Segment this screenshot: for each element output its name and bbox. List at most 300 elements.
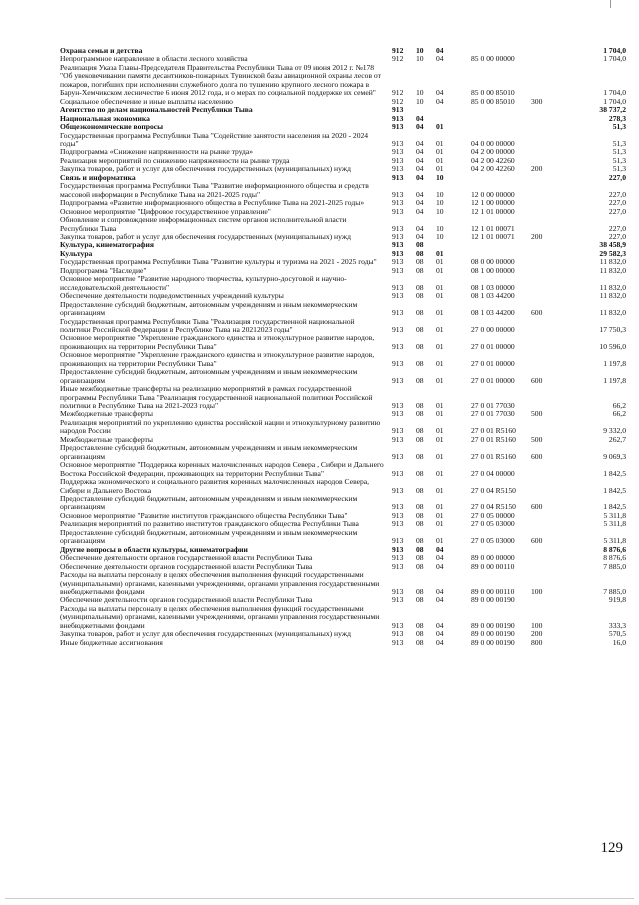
row-podrazdel: 04 — [436, 46, 444, 55]
row-name: Закупка товаров, работ и услуг для обеспечения государственных (муниципальных) нужд — [60, 629, 351, 639]
table-row — [60, 301, 626, 318]
row-razdel: 10 — [416, 54, 424, 64]
row-podrazdel: 10 — [436, 223, 444, 233]
row-grbs: 913 — [392, 544, 404, 554]
row-name: Поддержка экономического и социального развития коренных малочисленных народов Севера, Сибири и Дальнего Востока — [60, 477, 370, 495]
row-grbs: 913 — [392, 105, 404, 115]
row-grbs: 913 — [392, 122, 404, 132]
row-grbs: 913 — [392, 164, 404, 174]
row-podrazdel: 04 — [436, 553, 444, 563]
row-sum: 1 704,0 — [603, 46, 626, 55]
row-target-article: 08 1 03 00000 — [471, 282, 515, 292]
row-grbs: 913 — [392, 587, 404, 596]
row-sum: 1 704,0 — [603, 96, 626, 106]
row-podrazdel: 10 — [436, 231, 444, 241]
row-podrazdel: 01 — [436, 375, 444, 385]
row-sum: 9 332,0 — [603, 426, 626, 436]
row-sum: 10 596,0 — [599, 341, 626, 351]
row-razdel: 08 — [416, 248, 424, 258]
row-razdel: 08 — [416, 257, 424, 267]
row-sum: 11 832,0 — [599, 265, 626, 275]
row-sum: 5 311,8 — [603, 519, 626, 529]
row-razdel: 08 — [416, 291, 424, 301]
row-razdel: 04 — [416, 198, 424, 208]
row-target-article: 27 0 00 00000 — [471, 324, 515, 334]
row-name: Культура, кинематография — [60, 240, 155, 250]
row-grbs: 913 — [392, 291, 404, 301]
row-target-article: 85 0 00 85010 — [471, 96, 515, 106]
row-podrazdel: 10 — [436, 189, 444, 199]
row-sum: 262,7 — [608, 434, 626, 444]
row-sum: 278,3 — [608, 113, 626, 123]
row-target-article: 27 0 04 00000 — [471, 468, 515, 478]
scan-edge-mark — [610, 0, 611, 8]
row-grbs: 913 — [392, 637, 404, 647]
row-grbs: 913 — [392, 468, 404, 478]
table-row — [60, 639, 626, 647]
row-name: Иные бюджетные ассигнования — [60, 637, 163, 647]
row-razdel: 08 — [416, 240, 424, 250]
row-sum: 38 458,9 — [599, 240, 626, 250]
table-row — [60, 478, 626, 495]
row-razdel: 08 — [416, 502, 424, 512]
row-target-article: 12 1 01 00071 — [471, 231, 515, 241]
row-podrazdel: 01 — [436, 248, 444, 258]
row-grbs: 913 — [392, 519, 404, 529]
row-target-article: 12 1 01 00000 — [471, 206, 515, 216]
row-podrazdel: 01 — [436, 510, 444, 520]
row-sum: 29 582,3 — [599, 248, 626, 258]
row-target-article: 89 0 00 00190 — [471, 637, 515, 647]
row-razdel: 08 — [416, 544, 424, 554]
row-podrazdel: 01 — [436, 434, 444, 444]
row-grbs: 913 — [392, 358, 404, 368]
table-row — [60, 64, 626, 98]
row-podrazdel: 01 — [436, 536, 444, 546]
row-expense-type: 600 — [531, 451, 543, 461]
row-name: Государственная программа Республики Тыва "Развитие культуры и туризма на 2021 - 2025 годы" — [60, 257, 377, 267]
row-name: Общеэкономические вопросы — [60, 122, 164, 132]
row-name: Предоставление субсидий бюджетным, автономным учреждениям и иным некоммерческим организациям — [60, 494, 358, 512]
row-podrazdel: 01 — [436, 324, 444, 334]
table-row — [60, 132, 626, 149]
row-target-article: 12 0 00 00000 — [471, 189, 515, 199]
row-target-article: 04 2 00 42260 — [471, 155, 515, 165]
row-sum: 8 876,6 — [603, 544, 626, 554]
row-target-article: 89 0 00 00190 — [471, 620, 515, 630]
row-name: Предоставление субсидий бюджетным, автономным учреждениям и иным некоммерческим организациям — [60, 299, 358, 318]
table-row — [60, 351, 626, 368]
row-razdel: 08 — [416, 519, 424, 529]
row-grbs: 912 — [392, 88, 404, 98]
row-target-article: 27 0 01 00000 — [471, 341, 515, 351]
table-row — [60, 385, 626, 410]
row-podrazdel: 04 — [436, 88, 444, 98]
row-expense-type: 100 — [531, 587, 543, 596]
row-podrazdel: 01 — [436, 519, 444, 529]
row-razdel: 08 — [416, 536, 424, 546]
table-row — [60, 318, 626, 335]
row-sum: 7 885,0 — [603, 587, 626, 596]
row-grbs: 913 — [392, 620, 404, 630]
row-podrazdel: 10 — [436, 206, 444, 216]
row-grbs: 913 — [392, 409, 404, 419]
row-razdel: 04 — [416, 231, 424, 241]
row-grbs: 913 — [392, 231, 404, 241]
row-expense-type: 600 — [531, 308, 543, 318]
row-razdel: 08 — [416, 426, 424, 436]
row-grbs: 913 — [392, 341, 404, 351]
row-podrazdel: 01 — [436, 358, 444, 368]
table-row — [60, 444, 626, 461]
row-grbs: 913 — [392, 553, 404, 563]
row-target-article: 08 1 00 00000 — [471, 265, 515, 275]
row-name: Обеспечение деятельности органов государственной власти Республики Тыва — [60, 595, 313, 605]
row-expense-type: 800 — [531, 637, 543, 647]
row-grbs: 913 — [392, 257, 404, 267]
row-name: Предоставление субсидий бюджетным, автономным учреждениям и иным некоммерческим организациям — [60, 443, 358, 461]
row-sum: 66,2 — [612, 401, 626, 411]
row-target-article: 27 0 01 00000 — [471, 375, 515, 385]
row-podrazdel: 01 — [436, 147, 444, 157]
row-grbs: 913 — [392, 324, 404, 334]
row-razdel: 08 — [416, 434, 424, 444]
row-sum: 16,0 — [612, 637, 626, 647]
row-sum: 11 832,0 — [599, 291, 626, 301]
row-grbs: 913 — [392, 113, 404, 123]
row-target-article: 89 0 00 00190 — [471, 595, 515, 605]
row-sum: 1 842,5 — [603, 468, 626, 478]
row-sum: 9 069,3 — [603, 451, 626, 461]
row-name: Государственная программа Республики Тыва "Содействие занятости населения на 2020 - 2024 годы" — [60, 130, 369, 148]
row-sum: 919,8 — [608, 595, 626, 605]
row-sum: 227,0 — [608, 206, 626, 216]
row-grbs: 913 — [392, 401, 404, 411]
row-razdel: 08 — [416, 401, 424, 411]
row-podrazdel: 01 — [436, 502, 444, 512]
row-name: Расходы на выплаты персоналу в целях обеспечения выполнения функций государственными (муниципальными) органами, казенными учреждениями, органами управления государственными внебюджетными фондами — [60, 603, 380, 630]
row-grbs: 913 — [392, 223, 404, 233]
row-podrazdel: 01 — [436, 426, 444, 436]
row-podrazdel: 04 — [436, 544, 444, 554]
row-name: Межбюджетные трансферты — [60, 434, 153, 444]
row-name: Другие вопросы в области культуры, кинематографии — [60, 544, 248, 554]
row-target-article: 27 0 01 77030 — [471, 409, 515, 419]
row-grbs: 913 — [392, 510, 404, 520]
row-razdel: 08 — [416, 451, 424, 461]
table-row — [60, 368, 626, 385]
row-grbs: 913 — [392, 138, 404, 148]
table-row — [60, 529, 626, 546]
row-target-article: 27 0 01 00000 — [471, 358, 515, 368]
table-row — [60, 334, 626, 351]
row-grbs: 913 — [392, 240, 404, 250]
row-name: Реализация мероприятий по укреплению единства российской нации и этнокультурному развитию народов России — [60, 417, 381, 436]
row-podrazdel: 04 — [436, 96, 444, 106]
row-razdel: 10 — [416, 96, 424, 106]
row-grbs: 913 — [392, 375, 404, 385]
row-podrazdel: 04 — [436, 587, 444, 596]
row-target-article: 89 0 00 00000 — [471, 553, 515, 563]
row-name: Реализация мероприятий по развитию институтов гражданского общества Республики Тыва — [60, 519, 359, 529]
row-podrazdel: 01 — [436, 257, 444, 267]
row-sum: 8 876,6 — [603, 553, 626, 563]
row-name: Непрограммное направление в области лесного хозяйства — [60, 54, 248, 64]
row-expense-type: 600 — [531, 502, 543, 512]
row-name: Культура — [60, 248, 93, 258]
row-target-article: 27 0 01 R5160 — [471, 451, 516, 461]
row-razdel: 04 — [416, 113, 424, 123]
row-podrazdel: 04 — [436, 629, 444, 639]
row-target-article: 27 0 01 R5160 — [471, 426, 516, 436]
row-sum: 333,3 — [608, 620, 626, 630]
row-target-article: 27 0 05 03000 — [471, 536, 515, 546]
row-sum: 227,0 — [608, 231, 626, 241]
row-expense-type: 200 — [531, 231, 543, 241]
row-podrazdel: 04 — [436, 620, 444, 630]
row-name: Реализация Указа Главы-Председателя Правительства Республики Тыва от 09 июня 2012 г. №178 "Об увековечивании памяти десантников-пожарных Тувинской базы авиационной охраны лесов от пожаров, погибших при исполнении служебного долга по тушению крупного лесного пожара в Барун-Хемчикском лесничестве 6 июня 2012 года, и о мерах по социальной поддержке их семей" — [60, 62, 381, 98]
row-sum: 51,3 — [612, 164, 626, 174]
row-podrazdel: 01 — [436, 451, 444, 461]
table-row — [60, 216, 626, 233]
row-name: Предоставление субсидий бюджетным, автономным учреждениям и иным некоммерческим организациям — [60, 527, 358, 546]
row-name: Основное мероприятие "Поддержка коренных малочисленных народов Севера , Сибири и Дальнего Востока Российской Федерации, проживающих на территории Республики Тыва" — [60, 460, 384, 478]
row-name: Расходы на выплаты персоналу в целях обеспечения выполнения функций государственными (муниципальными) органами, казенными учреждениями, органами управления государственными внебюджетными фондами — [60, 570, 380, 596]
row-razdel: 08 — [416, 620, 424, 630]
row-podrazdel: 01 — [436, 308, 444, 318]
row-target-article: 12 1 01 00071 — [471, 223, 515, 233]
row-sum: 570,5 — [608, 629, 626, 639]
row-sum: 1 704,0 — [603, 54, 626, 64]
row-target-article: 04 2 00 00000 — [471, 147, 515, 157]
row-expense-type: 300 — [531, 96, 543, 106]
row-grbs: 913 — [392, 189, 404, 199]
row-grbs: 912 — [392, 54, 404, 64]
table-row — [60, 605, 626, 630]
row-razdel: 04 — [416, 189, 424, 199]
row-podrazdel: 10 — [436, 198, 444, 208]
row-razdel: 04 — [416, 223, 424, 233]
row-name: Основное мероприятие "Укрепление гражданского единства и этнокультурное развитие народов, проживающих на территории Республики Тыва" — [60, 333, 375, 351]
row-grbs: 912 — [392, 46, 404, 55]
table-row — [60, 241, 626, 249]
row-razdel: 08 — [416, 308, 424, 318]
row-grbs: 913 — [392, 629, 404, 639]
row-name: Социальное обеспечение и иные выплаты населению — [60, 96, 233, 106]
row-podrazdel: 01 — [436, 282, 444, 292]
row-sum: 17 750,3 — [599, 324, 626, 334]
row-grbs: 913 — [392, 536, 404, 546]
row-name: Подпрограмма "Наследие" — [60, 265, 147, 275]
row-name: Подпрограмма «Снижение напряженности на рынке труда» — [60, 147, 254, 157]
row-grbs: 913 — [392, 206, 404, 216]
row-target-article: 89 0 00 00190 — [471, 629, 515, 639]
row-podrazdel: 04 — [436, 561, 444, 571]
row-name: Государственная программа Республики Тыва "Реализация государственной национальной политики Российской Федерации в Республике Тыва на 20212023 годы" — [60, 316, 355, 334]
row-name: Основное мероприятие "Укрепление гражданского единства и этнокультурное развитие народов, проживающих на территории Республики Тыва" — [60, 350, 375, 368]
row-razdel: 04 — [416, 164, 424, 174]
row-sum: 1 842,5 — [603, 502, 626, 512]
row-razdel: 08 — [416, 409, 424, 419]
row-target-article: 27 0 01 R5160 — [471, 434, 516, 444]
budget-table — [60, 47, 626, 647]
row-razdel: 04 — [416, 172, 424, 182]
row-razdel: 10 — [416, 46, 424, 55]
row-podrazdel: 01 — [436, 468, 444, 478]
row-expense-type: 200 — [531, 629, 543, 639]
row-sum: 227,0 — [608, 189, 626, 199]
row-sum: 38 737,2 — [599, 105, 626, 115]
scan-bottom-rule — [5, 898, 634, 899]
row-name: Предоставление субсидий бюджетным, автономным учреждениям и иным некоммерческим организациям — [60, 367, 358, 385]
row-target-article: 08 1 03 44200 — [471, 308, 515, 318]
row-razdel: 04 — [416, 147, 424, 157]
row-target-article: 85 0 00 85010 — [471, 88, 515, 98]
row-grbs: 913 — [392, 198, 404, 208]
row-name: Иные межбюджетные трансферты на реализацию мероприятий в рамках государственной программы Республики Тыва "Реализация государственной национальной политики Российской политики в Республике Тыва на 2021-2023 годы" — [60, 384, 373, 411]
table-row — [60, 571, 626, 596]
row-target-article: 08 1 03 44200 — [471, 291, 515, 301]
row-name: Межбюджетные трансферты — [60, 409, 153, 419]
row-grbs: 913 — [392, 434, 404, 444]
row-sum: 51,3 — [612, 122, 626, 132]
row-razdel: 10 — [416, 88, 424, 98]
row-podrazdel: 01 — [436, 122, 444, 132]
row-podrazdel: 01 — [436, 138, 444, 148]
row-expense-type: 500 — [531, 409, 543, 419]
row-sum: 11 832,0 — [599, 282, 626, 292]
table-row — [60, 495, 626, 512]
row-razdel: 04 — [416, 138, 424, 148]
row-grbs: 913 — [392, 265, 404, 275]
row-sum: 5 311,8 — [603, 536, 626, 546]
row-sum: 11 832,0 — [599, 257, 626, 267]
row-name: Основное мероприятие "Цифровое государственное управление" — [60, 206, 271, 216]
row-podrazdel: 04 — [436, 54, 444, 64]
row-grbs: 912 — [392, 96, 404, 106]
row-name: Охрана семьи и детства — [60, 46, 143, 55]
row-name: Обеспечение деятельности подведомственных учреждений культуры — [60, 291, 284, 301]
row-target-article: 27 0 05 03000 — [471, 519, 515, 529]
row-podrazdel: 04 — [436, 637, 444, 647]
row-sum: 1 197,8 — [603, 375, 626, 385]
table-row — [60, 419, 626, 436]
row-grbs: 913 — [392, 502, 404, 512]
row-grbs: 913 — [392, 147, 404, 157]
row-expense-type: 600 — [531, 536, 543, 546]
row-podrazdel: 04 — [436, 595, 444, 605]
row-sum: 51,3 — [612, 147, 626, 157]
row-grbs: 913 — [392, 172, 404, 182]
row-target-article: 12 1 00 00000 — [471, 198, 515, 208]
row-sum: 1 842,5 — [603, 485, 626, 495]
row-razdel: 04 — [416, 122, 424, 132]
table-row — [60, 275, 626, 292]
row-expense-type: 600 — [531, 375, 543, 385]
row-podrazdel: 01 — [436, 409, 444, 419]
table-row — [60, 461, 626, 478]
row-expense-type: 100 — [531, 620, 543, 630]
row-razdel: 08 — [416, 375, 424, 385]
table-row — [60, 182, 626, 199]
row-name: Национальная экономика — [60, 113, 150, 123]
row-razdel: 04 — [416, 155, 424, 165]
row-sum: 227,0 — [608, 172, 626, 182]
row-name: Закупка товаров, работ и услуг для обеспечения государственных (муниципальных) нужд — [60, 164, 351, 174]
row-podrazdel: 10 — [436, 172, 444, 182]
row-razdel: 08 — [416, 629, 424, 639]
row-sum: 1 704,0 — [603, 88, 626, 98]
row-target-article: 04 2 00 42260 — [471, 164, 515, 174]
row-name: Государственная программа Республики Тыва "Развитие информационного общества и средств массовой информации в Республике Тыва на 2021-2025 годы" — [60, 181, 369, 199]
row-name: Основное мероприятие "Развитие институтов гражданского общества Республики Тыва" — [60, 510, 348, 520]
row-name: Реализация мероприятий по снижению напряженности на рынке труда — [60, 155, 290, 165]
row-expense-type: 200 — [531, 164, 543, 174]
row-name: Связь и информатика — [60, 172, 136, 182]
row-target-article: 27 0 04 R5150 — [471, 485, 516, 495]
row-razdel: 08 — [416, 637, 424, 647]
row-sum: 66,2 — [612, 409, 626, 419]
table-row — [60, 165, 626, 173]
row-razdel: 08 — [416, 341, 424, 351]
row-podrazdel: 01 — [436, 341, 444, 351]
row-target-article: 27 0 01 77030 — [471, 401, 515, 411]
row-expense-type: 500 — [531, 434, 543, 444]
row-sum: 227,0 — [608, 223, 626, 233]
row-grbs: 913 — [392, 561, 404, 571]
row-podrazdel: 01 — [436, 164, 444, 174]
row-razdel: 08 — [416, 468, 424, 478]
row-podrazdel: 01 — [436, 265, 444, 275]
row-name: Закупка товаров, работ и услуг для обеспечения государственных (муниципальных) нужд — [60, 231, 351, 241]
row-name: Агентство по делам национальностей Республики Тыва — [60, 105, 253, 115]
row-grbs: 913 — [392, 426, 404, 436]
row-razdel: 08 — [416, 561, 424, 571]
row-grbs: 913 — [392, 451, 404, 461]
row-podrazdel: 01 — [436, 291, 444, 301]
row-grbs: 913 — [392, 155, 404, 165]
row-name: Основное мероприятие "Развитие народного творчества, культурно-досуговой и научно-исследовательской деятельности" — [60, 274, 347, 292]
row-grbs: 913 — [392, 485, 404, 495]
row-grbs: 913 — [392, 595, 404, 605]
row-podrazdel: 01 — [436, 401, 444, 411]
row-razdel: 08 — [416, 265, 424, 275]
row-razdel: 08 — [416, 553, 424, 563]
row-sum: 5 311,8 — [603, 510, 626, 520]
row-sum: 227,0 — [608, 198, 626, 208]
row-razdel: 08 — [416, 510, 424, 520]
row-target-article: 89 0 00 00110 — [471, 587, 515, 596]
page-number: 129 — [600, 840, 623, 856]
row-name: Подпрограмма «Развитие информационного общества в Республике Тыва на 2021-2025 годы» — [60, 198, 365, 208]
row-razdel: 08 — [416, 595, 424, 605]
row-podrazdel: 01 — [436, 155, 444, 165]
row-name: Обеспечение деятельности органов государственной власти Республики Тыва — [60, 553, 313, 563]
row-target-article: 04 0 00 00000 — [471, 138, 515, 148]
row-razdel: 08 — [416, 485, 424, 495]
row-sum: 7 885,0 — [603, 561, 626, 571]
row-target-article: 27 0 04 R5150 — [471, 502, 516, 512]
row-sum: 11 832,0 — [599, 308, 626, 318]
row-target-article: 08 0 00 00000 — [471, 257, 515, 267]
row-podrazdel: 01 — [436, 485, 444, 495]
row-grbs: 913 — [392, 308, 404, 318]
row-target-article: 89 0 00 00110 — [471, 561, 515, 571]
row-sum: 51,3 — [612, 155, 626, 165]
row-razdel: 08 — [416, 358, 424, 368]
row-sum: 1 197,8 — [603, 358, 626, 368]
row-razdel: 04 — [416, 206, 424, 216]
